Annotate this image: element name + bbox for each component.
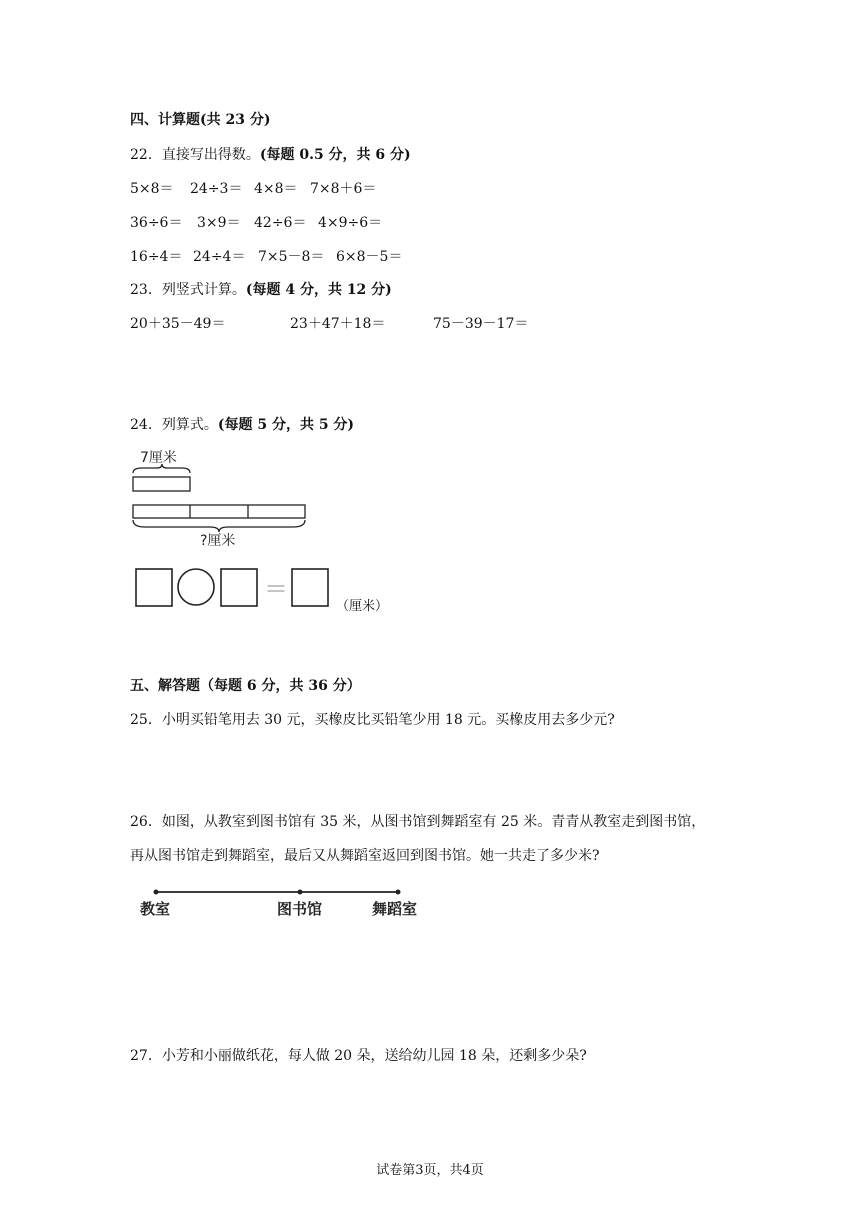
q26-route-diagram (130, 882, 450, 922)
calc-item: 24÷3＝ (190, 181, 243, 197)
q22-text: 22．直接写出得数。 (130, 147, 260, 163)
section-5-title: 五、解答题（每题 6 分，共 36 分） (130, 678, 361, 694)
calc-item: 7×8＋6＝ (310, 181, 377, 197)
classroom-point (154, 890, 159, 895)
calc-item: 36÷6＝ (130, 215, 183, 231)
q23-note: (每题 4 分，共 12 分) (245, 282, 392, 298)
dance-room-point (396, 890, 401, 895)
vertical-calc-item: 23＋47＋18＝ (290, 316, 386, 332)
calc-item: 16÷4＝ (130, 249, 183, 265)
answer-box[interactable] (221, 569, 257, 606)
vertical-calc-item: 20＋35－49＝ (130, 316, 226, 332)
calc-item: 6×8－5＝ (336, 249, 403, 265)
calc-item: 5×8＝ (130, 181, 174, 197)
q22-note: (每题 0.5 分，共 6 分) (259, 147, 411, 163)
section-4-title: 四、计算题(共 23 分) (130, 112, 271, 128)
unit-label: （厘米） (336, 599, 389, 614)
top-length-label: 7厘米 (140, 450, 177, 466)
q27-text: 27．小芳和小丽做纸花，每人做 20 朵，送给幼儿园 18 朵，还剩多少朵? (130, 1048, 587, 1064)
calc-item: 4×9÷6＝ (318, 215, 383, 231)
result-box[interactable] (292, 569, 328, 606)
triple-segment-bar (133, 505, 305, 518)
calc-item: 24÷4＝ (193, 249, 246, 265)
calc-item: 3×9＝ (197, 215, 241, 231)
bottom-brace (133, 520, 305, 532)
q26-text-line2: 再从图书馆走到舞蹈室，最后又从舞蹈室返回到图书馆。她一共走了多少米? (130, 848, 600, 864)
dance-room-label: 舞蹈室 (372, 900, 418, 918)
q24-note: (每题 5 分，共 5 分) (217, 417, 355, 433)
vertical-calc-item: 75－39－17＝ (433, 316, 529, 332)
q26-text-line1: 26．如图，从教室到图书馆有 35 米，从图书馆到舞蹈室有 25 米。青青从教室走到图书馆， (130, 814, 706, 830)
bottom-length-label: ?厘米 (200, 533, 236, 549)
q23-text: 23．列竖式计算。 (130, 282, 246, 298)
page-footer: 试卷第3页，共4页 (376, 1163, 484, 1178)
library-label: 图书馆 (277, 900, 323, 918)
equals-sign: ＝ (264, 575, 288, 603)
q25-text: 25．小明买铅笔用去 30 元，买橡皮比买铅笔少用 18 元。买橡皮用去多少元? (130, 712, 615, 728)
classroom-label: 教室 (140, 900, 171, 918)
calc-item: 4×8＝ (254, 181, 298, 197)
calc-item: 7×5－8＝ (258, 249, 325, 265)
operator-circle[interactable] (178, 569, 214, 605)
answer-box[interactable] (136, 569, 172, 606)
single-segment-bar (133, 477, 190, 491)
calc-item: 42÷6＝ (254, 215, 307, 231)
library-point (298, 890, 303, 895)
q24-text: 24．列算式。 (130, 417, 218, 433)
